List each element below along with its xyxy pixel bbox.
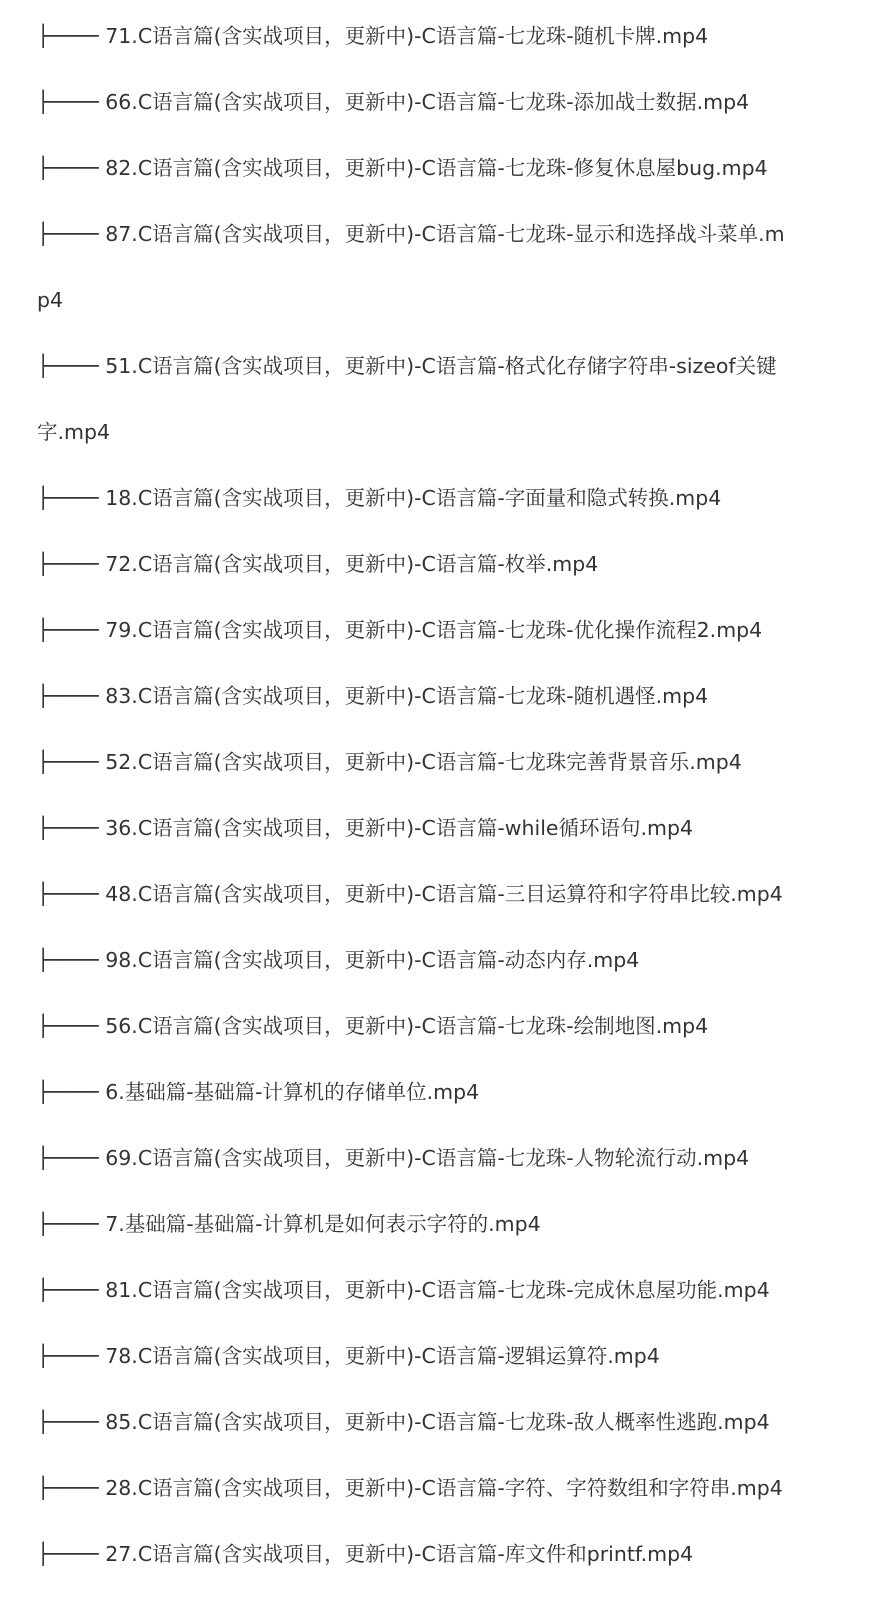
tree-line: ├──── 81.C语言篇(含实战项目，更新中)-C语言篇-七龙珠-完成休息屋功能.mp4 <box>37 1278 770 1302</box>
tree-line: ├──── 66.C语言篇(含实战项目，更新中)-C语言篇-七龙珠-添加战士数据.mp4 <box>37 90 750 114</box>
tree-line: ├──── 69.C语言篇(含实战项目，更新中)-C语言篇-七龙珠-人物轮流行动.mp4 <box>37 1146 750 1170</box>
tree-line: ├──── 71.C语言篇(含实战项目，更新中)-C语言篇-七龙珠-随机卡牌.mp4 <box>37 24 709 48</box>
tree-line: ├──── 98.C语言篇(含实战项目，更新中)-C语言篇-动态内存.mp4 <box>37 948 640 972</box>
tree-line: ├──── 85.C语言篇(含实战项目，更新中)-C语言篇-七龙珠-敌人概率性逃跑.mp4 <box>37 1410 770 1434</box>
tree-line: ├──── 51.C语言篇(含实战项目，更新中)-C语言篇-格式化存储字符串-sizeof关键 <box>37 354 777 378</box>
tree-line-wrap: p4 <box>37 288 64 312</box>
tree-line: ├──── 83.C语言篇(含实战项目，更新中)-C语言篇-七龙珠-随机遇怪.mp4 <box>37 684 709 708</box>
tree-line: ├──── 28.C语言篇(含实战项目，更新中)-C语言篇-字符、字符数组和字符串.mp4 <box>37 1476 783 1500</box>
tree-line: ├──── 82.C语言篇(含实战项目，更新中)-C语言篇-七龙珠-修复休息屋bug.mp4 <box>37 156 768 180</box>
tree-line: ├──── 18.C语言篇(含实战项目，更新中)-C语言篇-字面量和隐式转换.mp4 <box>37 486 722 510</box>
tree-line: ├──── 36.C语言篇(含实战项目，更新中)-C语言篇-while循环语句.mp4 <box>37 816 694 840</box>
tree-line: ├──── 6.基础篇-基础篇-计算机的存储单位.mp4 <box>37 1080 480 1104</box>
tree-line: ├──── 52.C语言篇(含实战项目，更新中)-C语言篇-七龙珠完善背景音乐.mp4 <box>37 750 742 774</box>
tree-line: ├──── 87.C语言篇(含实战项目，更新中)-C语言篇-七龙珠-显示和选择战斗菜单.m <box>37 222 785 246</box>
tree-line: ├──── 7.基础篇-基础篇-计算机是如何表示字符的.mp4 <box>37 1212 541 1236</box>
tree-line: ├──── 56.C语言篇(含实战项目，更新中)-C语言篇-七龙珠-绘制地图.mp4 <box>37 1014 709 1038</box>
tree-line: ├──── 79.C语言篇(含实战项目，更新中)-C语言篇-七龙珠-优化操作流程2.mp4 <box>37 618 763 642</box>
tree-line-wrap: 字.mp4 <box>37 420 111 444</box>
tree-line: ├──── 48.C语言篇(含实战项目，更新中)-C语言篇-三目运算符和字符串比较.mp4 <box>37 882 783 906</box>
tree-line: ├──── 72.C语言篇(含实战项目，更新中)-C语言篇-枚举.mp4 <box>37 552 599 576</box>
tree-line: ├──── 27.C语言篇(含实战项目，更新中)-C语言篇-库文件和printf.mp4 <box>37 1542 694 1566</box>
tree-line: ├──── 78.C语言篇(含实战项目，更新中)-C语言篇-逻辑运算符.mp4 <box>37 1344 660 1368</box>
